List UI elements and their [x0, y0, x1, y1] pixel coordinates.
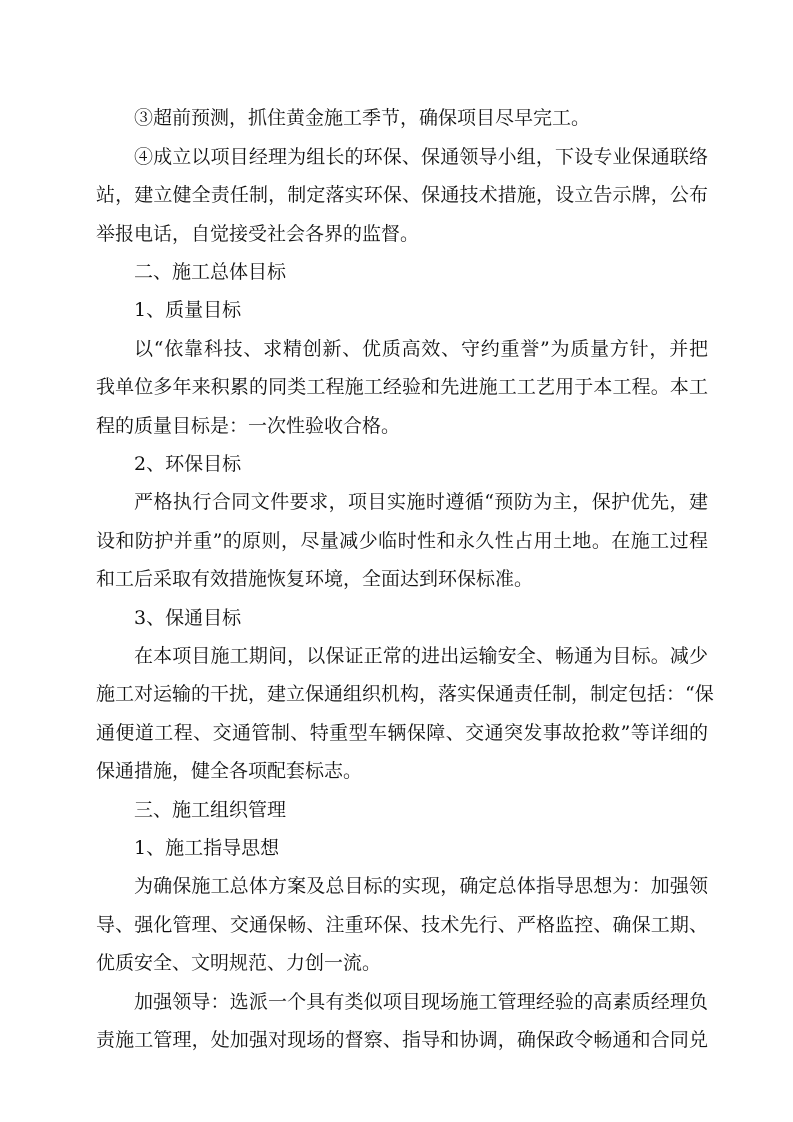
paragraph-line: 优质安全、文明规范、力创一流。 [96, 952, 382, 974]
paragraph-line: 导、强化管理、交通保畅、注重环保、技术先行、严格监控、确保工期、 [96, 914, 708, 936]
paragraph-line: 我单位多年来积累的同类工程施工经验和先进施工工艺用于本工程。本工 [96, 376, 708, 398]
subsection-heading: 1、质量目标 [134, 299, 242, 321]
paragraph-line: 设和防护并重”的原则，尽量减少临时性和永久性占用土地。在施工过程 [96, 530, 708, 552]
paragraph-line: 加强领导：选派一个具有类似项目现场施工管理经验的高素质经理负 [134, 991, 708, 1013]
paragraph-line: 程的质量目标是：一次性验收合格。 [96, 415, 401, 437]
paragraph-line: ④成立以项目经理为组长的环保、保通领导小组，下设专业保通联络 [134, 146, 708, 168]
section-heading: 二、施工总体目标 [134, 261, 287, 283]
subsection-heading: 1、施工指导思想 [134, 837, 280, 859]
paragraph-line: 为确保施工总体方案及总目标的实现，确定总体指导思想为：加强领 [134, 875, 708, 897]
subsection-heading: 3、保通目标 [134, 607, 242, 629]
paragraph-line: 站，建立健全责任制，制定落实环保、保通技术措施，设立告示牌，公布 [96, 184, 708, 206]
paragraph-line: 和工后采取有效措施恢复环境，全面达到环保标准。 [96, 568, 534, 590]
paragraph-line: 举报电话，自觉接受社会各界的监督。 [96, 223, 420, 245]
paragraph-line: 在本项目施工期间，以保证正常的进出运输安全、畅通为目标。减少 [134, 645, 708, 667]
paragraph-line: 责施工管理，处加强对现场的督察、指导和协调，确保政令畅通和合同兑 [96, 1029, 708, 1051]
paragraph-line: 施工对运输的干扰，建立保通组织机构，落实保通责任制，制定包括：“保 [96, 683, 714, 705]
paragraph-line: 以“依靠科技、求精创新、优质高效、守约重誉”为质量方针，并把 [134, 338, 708, 360]
paragraph-line: 严格执行合同文件要求，项目实施时遵循“预防为主，保护优先，建 [134, 491, 708, 513]
subsection-heading: 2、环保目标 [134, 453, 242, 475]
paragraph-line: 通便道工程、交通管制、特重型车辆保障、交通突发事故抢救”等详细的 [96, 722, 708, 744]
section-heading: 三、施工组织管理 [134, 799, 287, 821]
paragraph-line: ③超前预测，抓住黄金施工季节，确保项目尽早完工。 [134, 107, 591, 129]
paragraph-line: 保通措施，健全各项配套标志。 [96, 760, 363, 782]
